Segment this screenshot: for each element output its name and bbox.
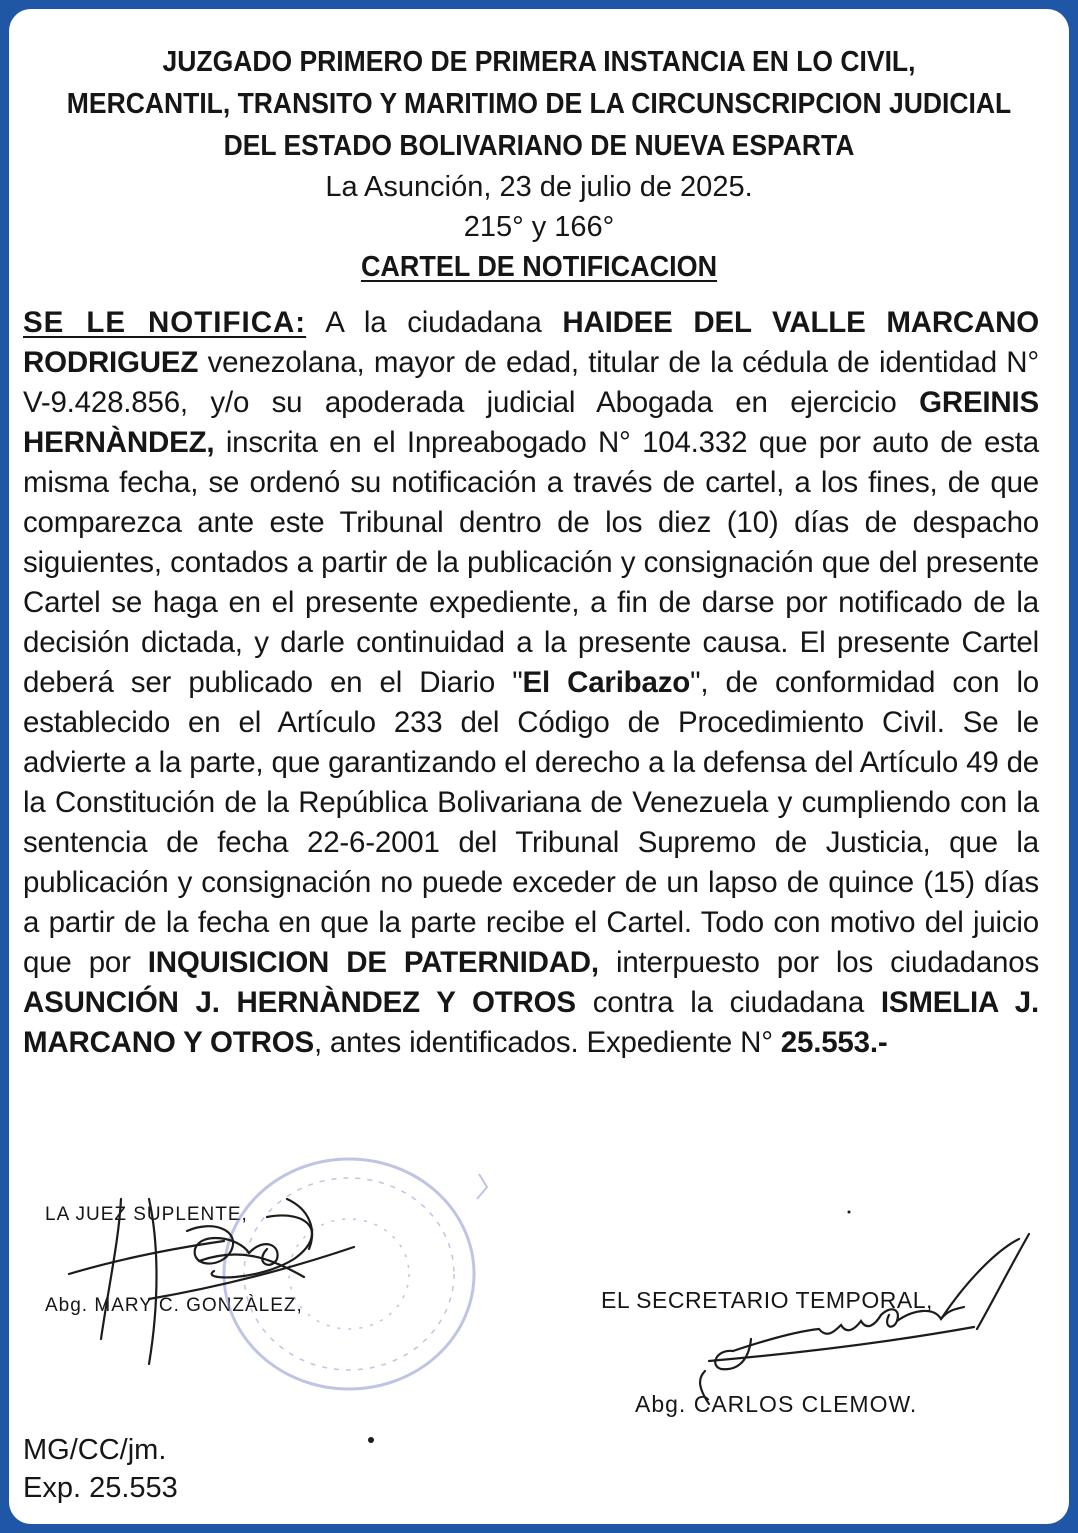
secretary-title: EL SECRETARIO TEMPORAL, (601, 1287, 933, 1313)
case-number: 25.553.- (780, 1026, 888, 1059)
case-type: INQUISICION DE PATERNIDAD, (147, 946, 599, 979)
years-line: 215° y 166° (463, 211, 615, 243)
initials: MG/CC/jm. (23, 1434, 167, 1466)
ink-dot (848, 1211, 851, 1214)
body-text-1: A la ciudadana (306, 306, 563, 339)
defendants: ISMELIA J. MARCANO Y OTROS (23, 986, 1040, 1059)
body-text-3: inscrita en el Inpreabogado N° 104.332 que por auto de esta misma fecha, se ordenó su notificación a través de cartel, a los fines, de que comparezca ante este Tribunal dentro de los diez (10) días de despacho siguientes, contados a partir de la publicación y consignación que del presente Cartel se haga en el presente expediente, a fin de darse por notificado de la decisión dictada, y darle continuidad a la presente causa. El presente Cartel deberá ser publicado en el Diario " (23, 426, 1039, 699)
attorney-name: GREINIS HERNÀNDEZ, (23, 386, 1039, 459)
body-text-6: contra la ciudadana (575, 986, 881, 1019)
judge-title: LA JUEZ SUPLENTE, (45, 1204, 248, 1225)
notice-header (9, 41, 1069, 287)
notified-party: HAIDEE DEL VALLE MARCANO RODRIGUEZ (23, 306, 1039, 379)
place-date: La Asunción, 23 de julio de 2025. (325, 171, 753, 203)
body-text-5: interpuesto por los ciudadanos (598, 946, 1039, 979)
secretary-name: Abg. CARLOS CLEMOW. (635, 1391, 918, 1417)
court-seal-stamp (224, 1159, 487, 1389)
court-name-line-1: JUZGADO PRIMERO DE PRIMERA INSTANCIA EN LO CIVIL, (162, 46, 916, 78)
file-reference: Exp. 25.553 (23, 1472, 178, 1504)
judge-name: Abg. MARY C. GONZÀLEZ, (45, 1295, 303, 1316)
court-name-line-2: MERCANTIL, TRANSITO Y MARITIMO DE LA CIRCUNSCRIPCION JUDICIAL (66, 88, 1012, 120)
secretary-signature (700, 1234, 1029, 1404)
plaintiffs: ASUNCIÓN J. HERNÀNDEZ Y OTROS (23, 986, 576, 1019)
body-text-4: ", de conformidad con lo establecido en el Artículo 233 del Código de Procedimiento Civil. Se le advierte a la parte, que garantizando el derecho a la defensa del Artículo 49 de la Constitución de la República Bolivariana de Venezuela y cumpliendo con la sentencia de fecha 22-6-2001 del Tribunal Supremo de Justicia, que la publicación y consignación no puede exceder de un lapso de quince (15) días a partir de la fecha en que la parte recibe el Cartel. Todo con motivo del juicio que por (23, 666, 1040, 979)
body-text-2: venezolana, mayor de edad, titular de la cédula de identidad N° V-9.428.856, y/o su apoderada judicial Abogada en ejercicio (23, 346, 1039, 419)
court-name-line-3: DEL ESTADO BOLIVARIANO DE NUEVA ESPARTA (223, 130, 855, 162)
newspaper-name: El Caribazo (522, 666, 691, 699)
notice-page (9, 9, 1069, 1524)
ink-dot (368, 1437, 374, 1443)
notice-lead: SE LE NOTIFICA: (23, 306, 307, 339)
body-text-7: , antes identificados. Expediente N° (313, 1026, 781, 1059)
notice-body (23, 303, 1039, 1063)
notice-title: CARTEL DE NOTIFICACION (360, 251, 718, 283)
